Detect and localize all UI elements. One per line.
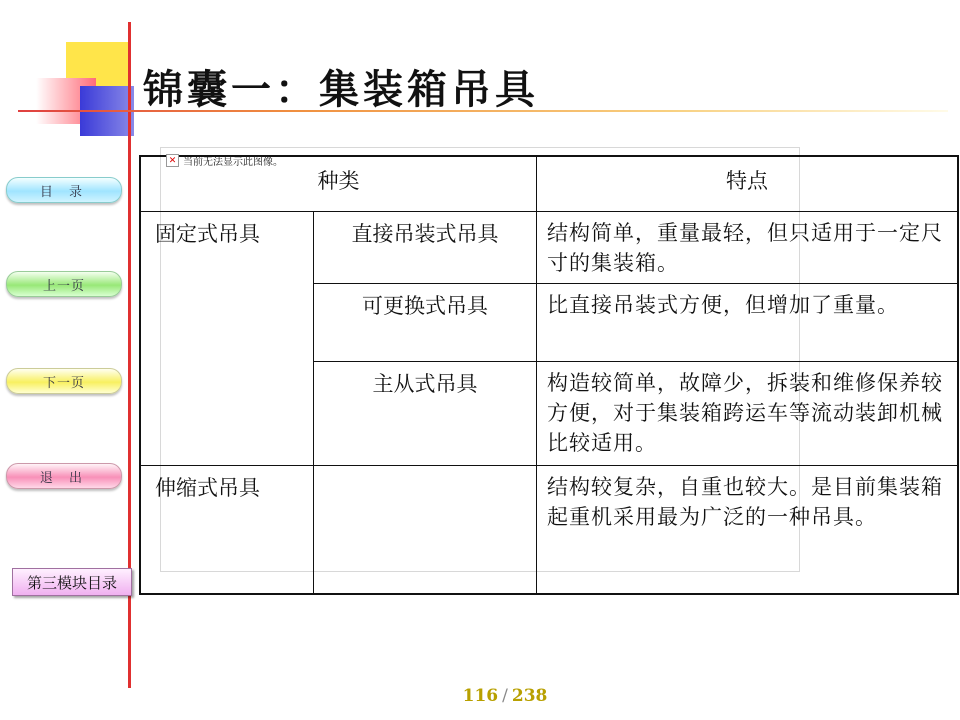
table-row xyxy=(140,362,958,466)
feature-cell: 结构较复杂，自重也较大。是目前集装箱起重机采用最为广泛的一种吊具。 xyxy=(537,466,959,594)
exit-button[interactable]: 退 出 xyxy=(6,463,122,489)
toc-button[interactable]: 目 录 xyxy=(6,177,122,203)
next-page-button[interactable]: 下一页 xyxy=(6,368,122,394)
category-cell: 伸缩式吊具 xyxy=(140,466,314,594)
table-row xyxy=(140,284,958,362)
page-separator: / xyxy=(502,686,508,706)
category-cell xyxy=(140,362,314,466)
image-error-text: 当前无法显示此图像。 xyxy=(183,157,283,168)
prev-page-button[interactable]: 上一页 xyxy=(6,271,122,297)
spreader-table xyxy=(139,155,959,595)
header-feature: 特点 xyxy=(537,156,959,212)
slide-title: 锦囊一：集装箱吊具 xyxy=(143,66,539,113)
table-row xyxy=(140,466,958,594)
feature-cell: 比直接吊装式方便，但增加了重量。 xyxy=(537,284,959,362)
category-cell xyxy=(140,284,314,362)
header-type: 种类 xyxy=(140,156,537,212)
current-page: 116 xyxy=(462,686,499,706)
type-cell xyxy=(314,466,537,594)
type-cell: 可更换式吊具 xyxy=(314,284,537,362)
category-cell: 固定式吊具 xyxy=(140,212,314,284)
table-row xyxy=(140,212,958,284)
feature-cell: 结构简单，重量最轻，但只适用于一定尺寸的集装箱。 xyxy=(537,212,959,284)
module-toc-button[interactable]: 第三模块目录 xyxy=(12,568,132,596)
total-pages: 238 xyxy=(511,686,548,706)
type-cell: 直接吊装式吊具 xyxy=(314,212,537,284)
feature-cell: 构造较简单，故障少，拆装和维修保养较方便，对于集装箱跨运车等流动装卸机械比较适用。 xyxy=(537,362,959,466)
image-error-message xyxy=(166,153,283,168)
type-cell: 主从式吊具 xyxy=(314,362,537,466)
broken-image-icon: ✕ xyxy=(166,154,179,167)
page-indicator xyxy=(0,686,960,706)
